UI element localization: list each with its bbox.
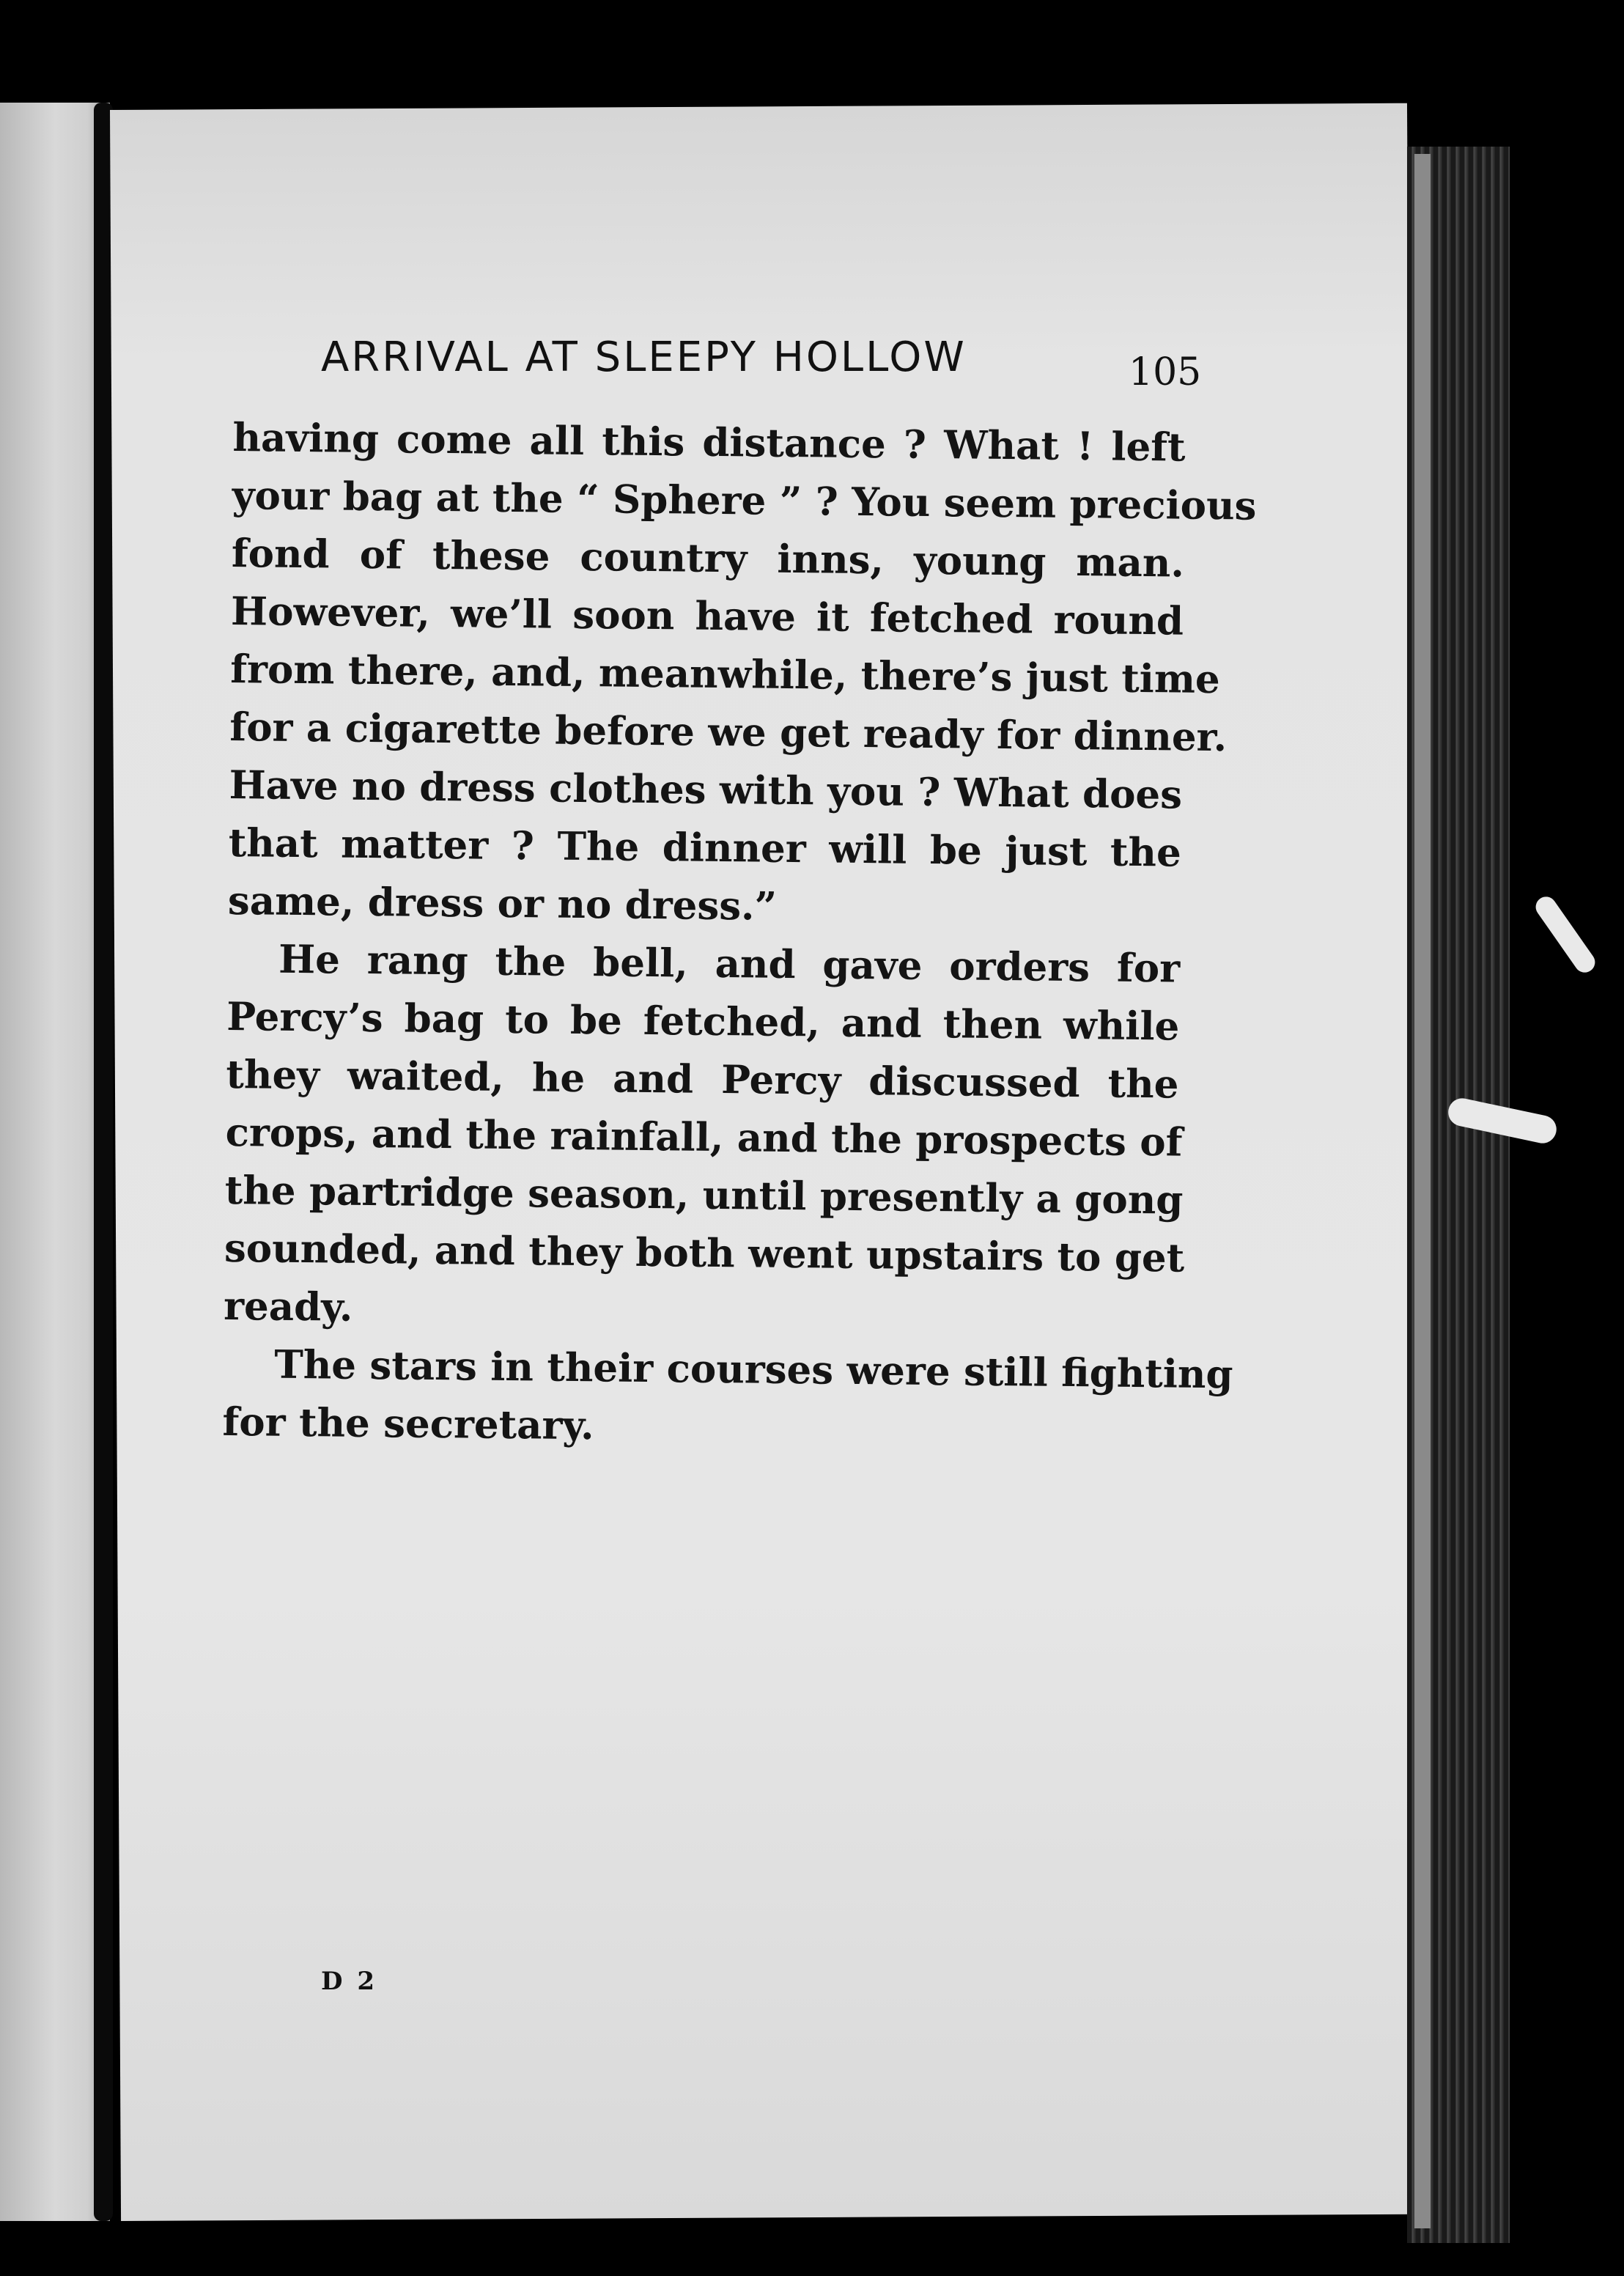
text-line: However, we’ll soon have it fetched round xyxy=(230,588,1184,644)
book-gutter xyxy=(94,103,113,2221)
text-line: they waited, he and Percy discussed the xyxy=(226,1051,1179,1108)
text-line: the partridge season, until presently a gong xyxy=(224,1167,1184,1223)
running-head: ARRIVAL AT SLEEPY HOLLOW xyxy=(321,334,967,381)
text-line: Have no dress clothes with you ? What does xyxy=(229,762,1183,818)
text-line: crops, and the rainfall, and the prospects of xyxy=(225,1109,1183,1165)
text-line: that matter ? The dinner will be just the xyxy=(228,820,1182,876)
text-line: having come all this distance ? What ! left xyxy=(232,414,1186,471)
text-line: He rang the bell, and gave orders for xyxy=(278,936,1181,992)
page-stack-edge-highlight xyxy=(1414,154,1431,2228)
text-line: ready. xyxy=(223,1283,353,1330)
text-line: from there, and, meanwhile, there’s just time xyxy=(229,646,1221,703)
text-line: for a cigarette before we get ready for dinner. xyxy=(229,704,1228,761)
text-line: Percy’s bag to be fetched, and then while xyxy=(226,993,1180,1050)
body-text xyxy=(222,409,1257,1462)
text-line: for the secretary. xyxy=(222,1399,594,1449)
text-line: The stars in their courses were still fighting xyxy=(274,1341,1233,1398)
text-line: same, dress or no dress.” xyxy=(227,877,778,929)
text-line: sounded, and they both went upstairs to get xyxy=(224,1225,1185,1281)
text-line: your bag at the “ Sphere ” ? You seem precious xyxy=(232,472,1257,529)
text-line: fond of these country inns, young man. xyxy=(231,530,1185,586)
scan-artifact xyxy=(1532,893,1599,976)
signature-mark: D 2 xyxy=(321,1967,377,1996)
page-number: 105 xyxy=(1129,350,1202,394)
